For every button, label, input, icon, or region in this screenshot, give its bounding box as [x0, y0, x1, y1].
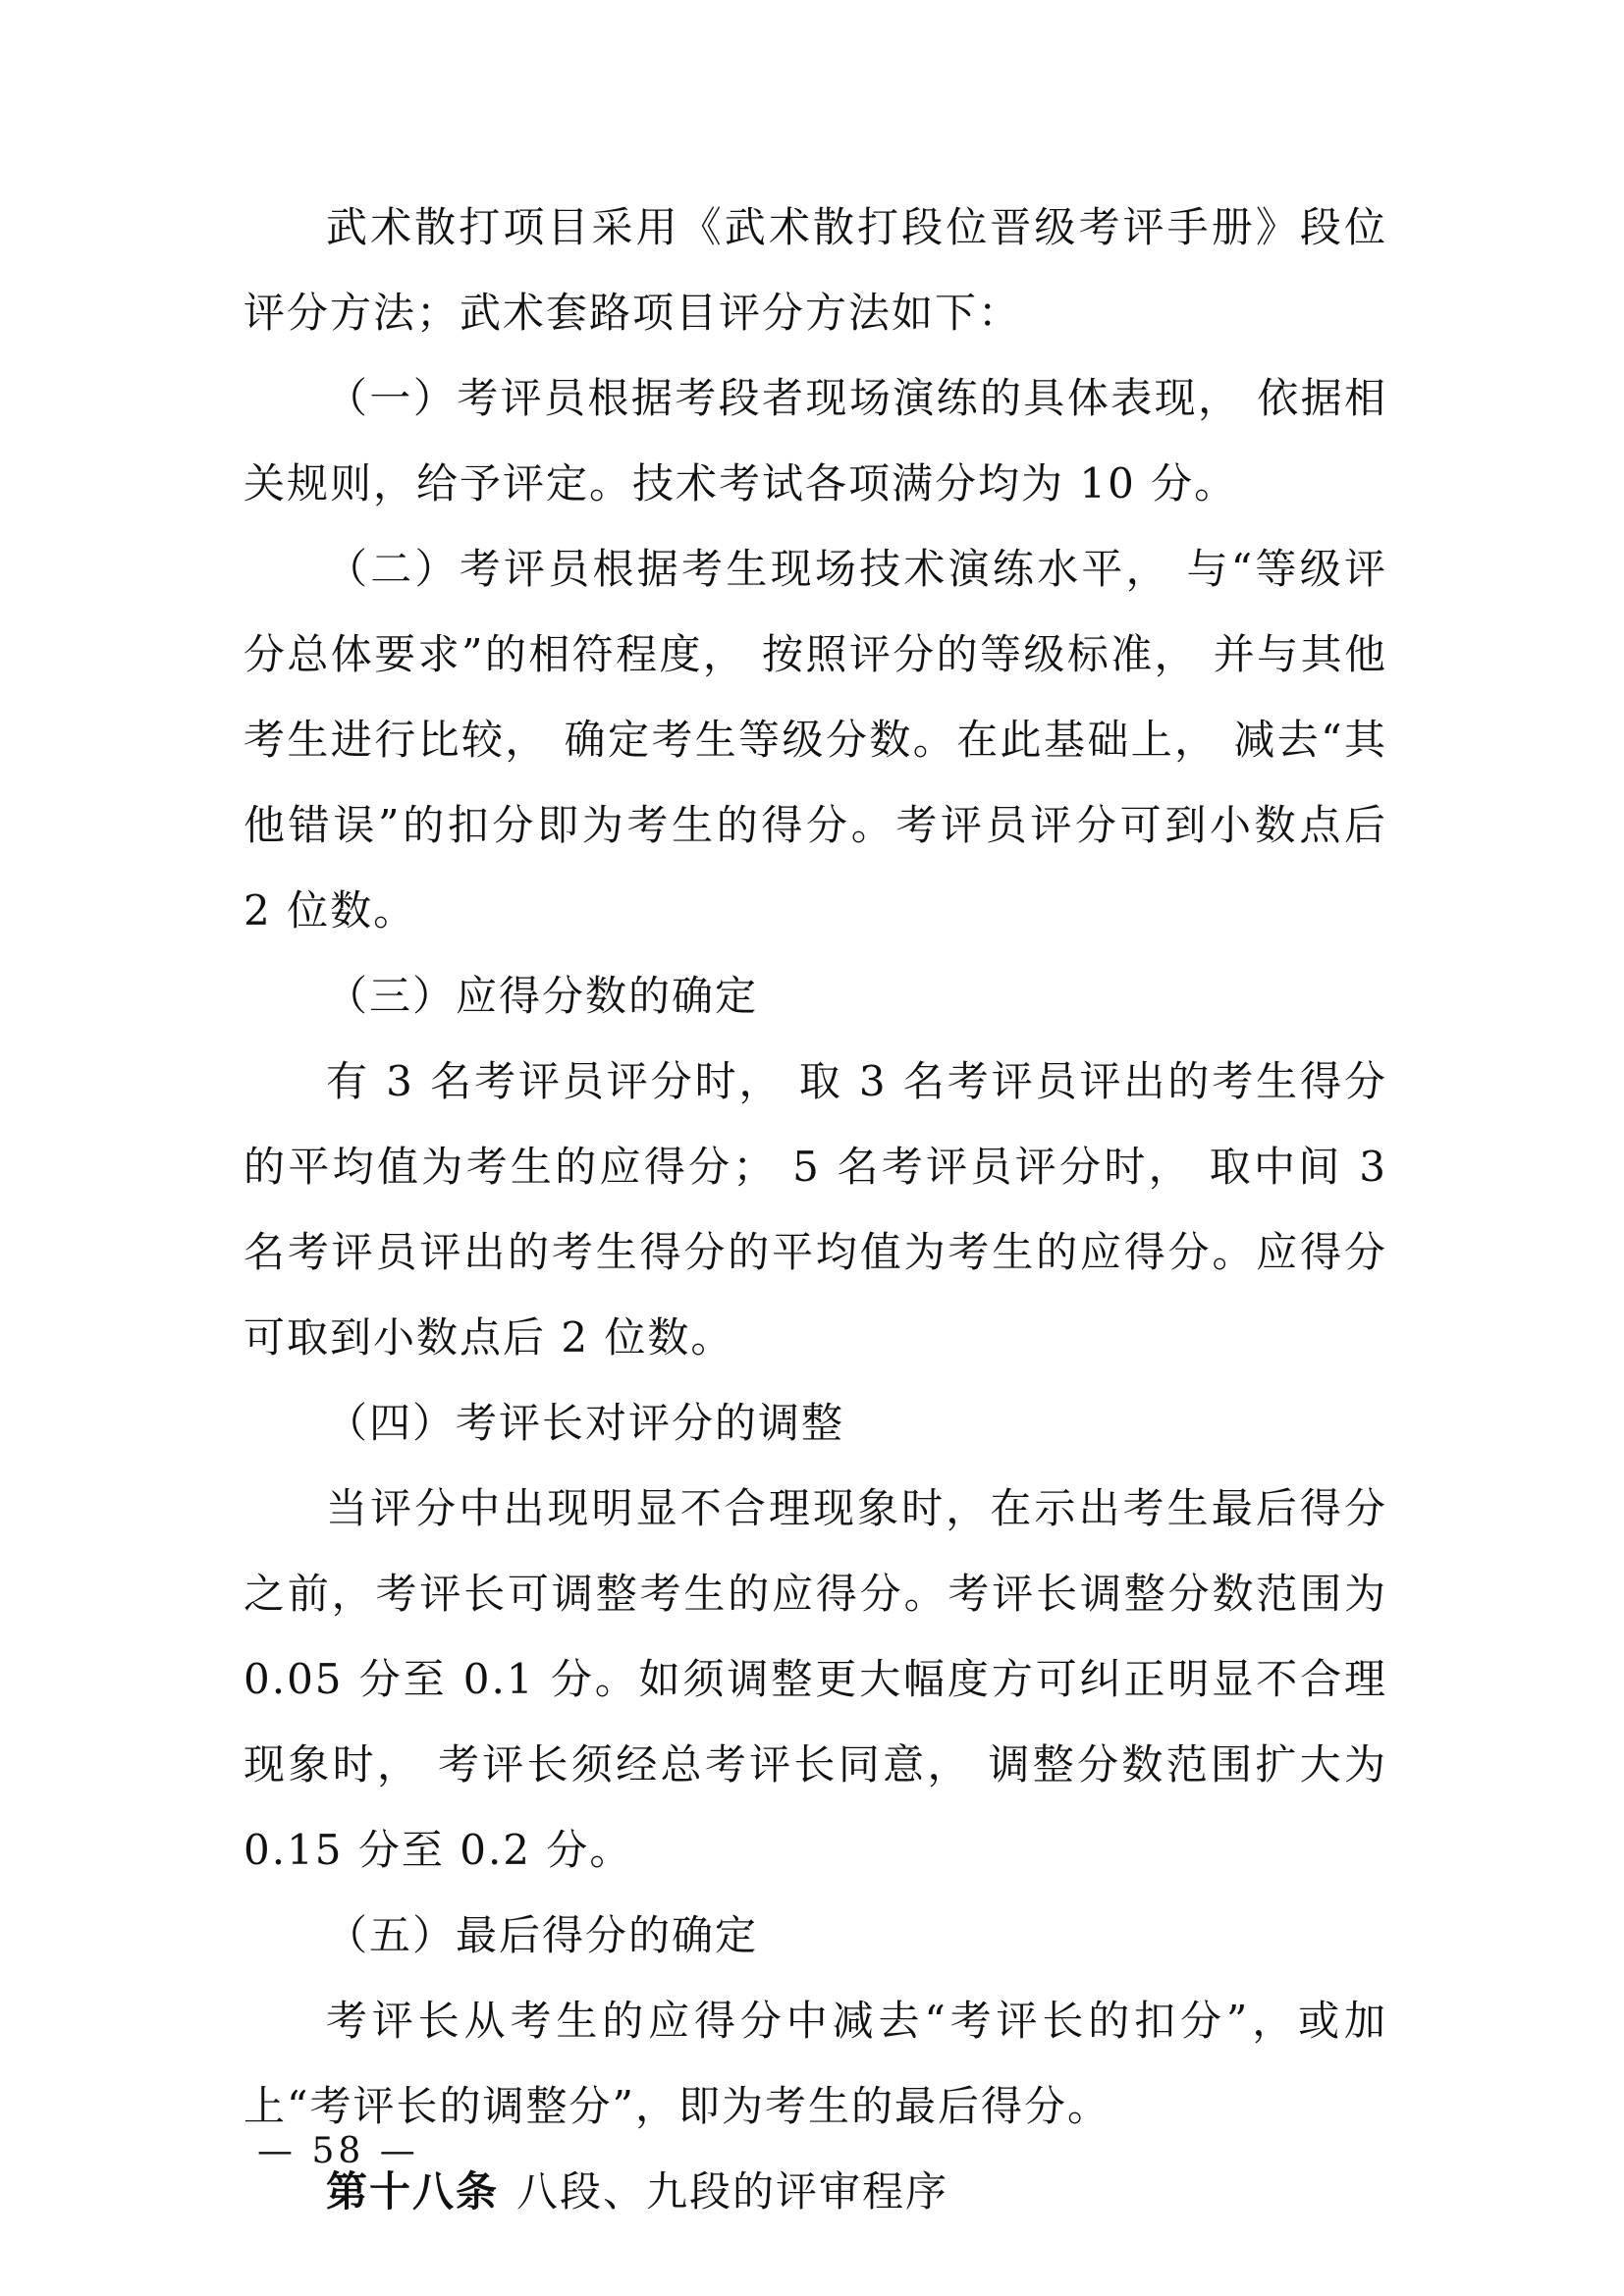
paragraph-item-4-body: 当评分中出现明显不合理现象时，在示出考生最后得分之前，考评长可调整考生的应得分。考评长调整分数范围为 0.05 分至 0.1 分。如须调整更大幅度方可纠正明显不合理现象时， 考评长须经总考评长同意， 调整分数范围扩大为 0.15 分至 0.2 分。	[244, 1484, 1387, 1874]
article-number: 第十八条	[326, 2167, 500, 2216]
page-number: — 58 —	[257, 2131, 419, 2171]
paragraph-item-1: （一）考评员根据考段者现场演练的具体表现， 依据相关规则，给予评定。技术考试各项满分均为 10 分。	[244, 374, 1387, 507]
paragraph-item-5-body: 考评长从考生的应得分中减去“考评长的扣分”，或加上“考评长的调整分”，即为考生的最后得分。	[244, 1997, 1387, 2130]
heading-item-5: （五）最后得分的确定	[326, 1911, 759, 1959]
heading-item-3: （三）应得分数的确定	[326, 972, 759, 1020]
paragraph-item-3-body: 有 3 名考评员评分时， 取 3 名考评员评出的考生得分的平均值为考生的应得分； 5 名考评员评分时， 取中间 3 名考评员评出的考生得分的平均值为考生的应得分。应得分可取到小数点后 2 位数。	[244, 1057, 1387, 1362]
paragraph-scoring-method: 武术散打项目采用《武术散打段位晋级考评手册》段位评分方法；武术套路项目评分方法如下：	[244, 203, 1387, 337]
article-title: 八段、九段的评审程序	[516, 2167, 949, 2216]
paragraph-item-2: （二）考评员根据考生现场技术演练水平， 与“等级评分总体要求”的相符程度， 按照评分的等级标准， 并与其他考生进行比较， 确定考生等级分数。在此基础上， 减去“其他错误”的扣分即为考生的得分。考评员评分可到小数点后 2 位数。	[244, 545, 1387, 934]
heading-item-4: （四）考评长对评分的调整	[326, 1399, 845, 1447]
document-body	[244, 185, 1387, 2234]
